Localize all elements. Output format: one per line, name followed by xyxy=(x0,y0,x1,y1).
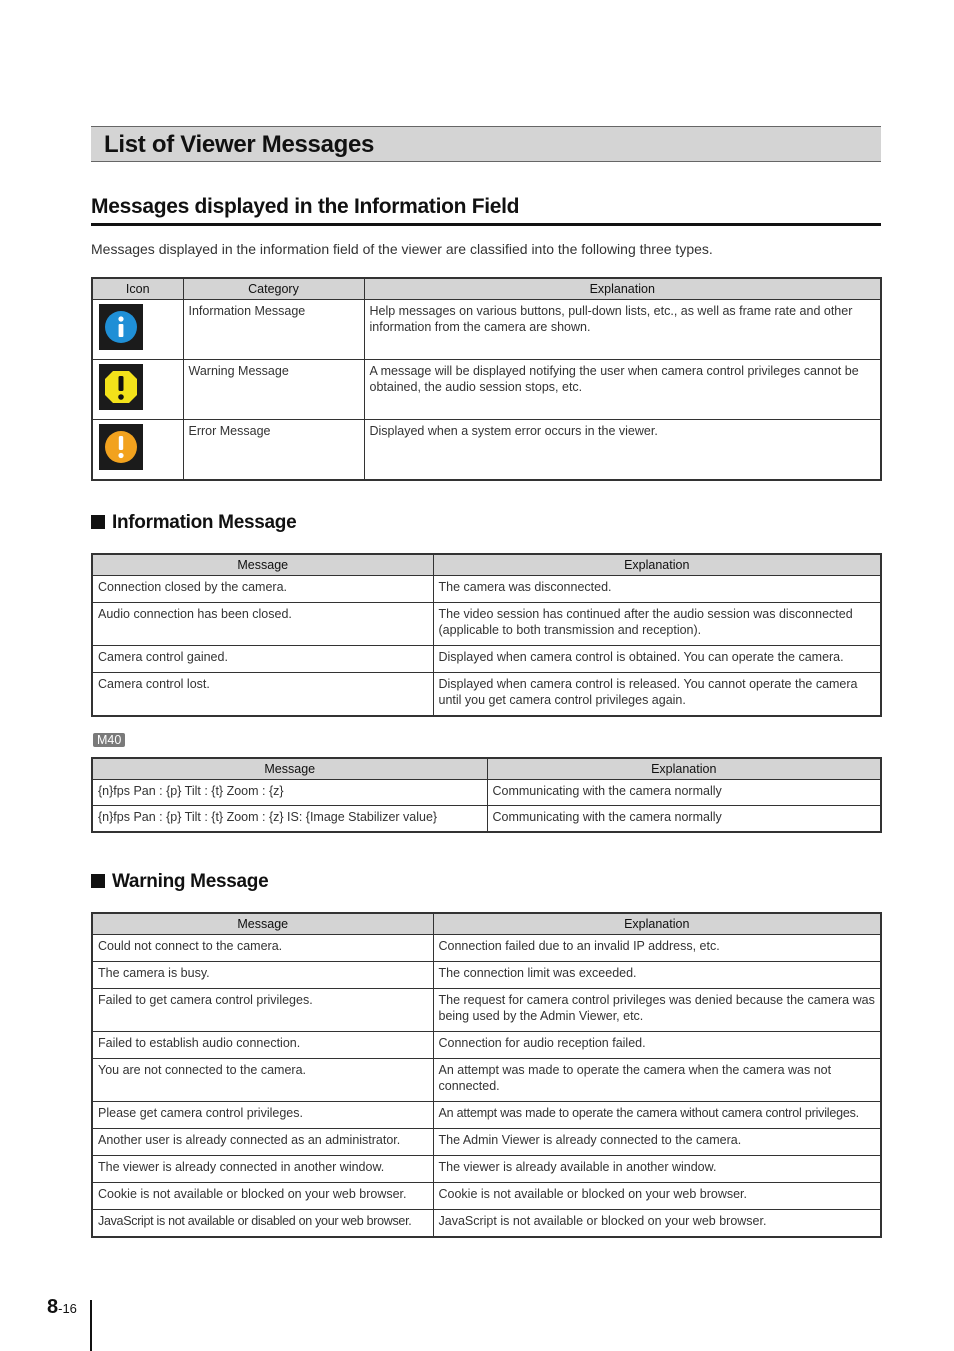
message-cell: JavaScript is not available or disabled on your web browser. xyxy=(92,1210,433,1237)
explanation-cell: The camera was disconnected. xyxy=(433,576,881,603)
table-row xyxy=(92,1210,881,1237)
square-bullet-icon xyxy=(91,515,105,529)
column-header: Explanation xyxy=(487,758,881,780)
icon-cell xyxy=(92,360,183,420)
table-row xyxy=(92,360,881,420)
warning-message-table xyxy=(91,912,882,1238)
category-cell: Warning Message xyxy=(183,360,364,420)
section-title: Messages displayed in the Information Field xyxy=(91,195,520,218)
column-header: Message xyxy=(92,758,487,780)
table-row xyxy=(92,673,881,716)
message-cell: Failed to establish audio connection. xyxy=(92,1032,433,1059)
message-cell: Cookie is not available or blocked on your web browser. xyxy=(92,1183,433,1210)
m40-message-table xyxy=(91,757,882,833)
table-row xyxy=(92,603,881,646)
explanation-cell: A message will be displayed notifying the user when camera control privileges cannot be obtained, the audio session stops, etc. xyxy=(364,360,881,420)
message-cell: {n}fps Pan : {p} Tilt : {t} Zoom : {z} IS: {Image Stabilizer value} xyxy=(92,806,487,832)
message-cell: Another user is already connected as an administrator. xyxy=(92,1129,433,1156)
message-cell: Could not connect to the camera. xyxy=(92,935,433,962)
table-row xyxy=(92,780,881,806)
message-cell: Camera control lost. xyxy=(92,673,433,716)
explanation-cell: Displayed when camera control is released. You cannot operate the camera until you get camera control privileges again. xyxy=(433,673,881,716)
message-cell: Camera control gained. xyxy=(92,646,433,673)
table-row xyxy=(92,1059,881,1102)
table-row xyxy=(92,576,881,603)
section-heading xyxy=(91,195,881,226)
message-cell: Please get camera control privileges. xyxy=(92,1102,433,1129)
table-row xyxy=(92,420,881,480)
icon-cell xyxy=(92,420,183,480)
explanation-cell: Cookie is not available or blocked on your web browser. xyxy=(433,1183,881,1210)
table-row xyxy=(92,300,881,360)
explanation-cell: Connection for audio reception failed. xyxy=(433,1032,881,1059)
info-icon xyxy=(99,304,143,350)
intro-text: Messages displayed in the information field of the viewer are classified into the following three types. xyxy=(91,241,713,257)
table-row xyxy=(92,1102,881,1129)
column-header: Explanation xyxy=(364,278,881,300)
column-header: Message xyxy=(92,913,433,935)
table-row xyxy=(92,806,881,832)
explanation-cell: An attempt was made to operate the camera when the camera was not connected. xyxy=(433,1059,881,1102)
column-header: Category xyxy=(183,278,364,300)
explanation-cell: Displayed when camera control is obtained. You can operate the camera. xyxy=(433,646,881,673)
message-types-table xyxy=(91,277,882,481)
explanation-cell: Displayed when a system error occurs in the viewer. xyxy=(364,420,881,480)
explanation-cell: The Admin Viewer is already connected to the camera. xyxy=(433,1129,881,1156)
message-cell: Connection closed by the camera. xyxy=(92,576,433,603)
table-row xyxy=(92,646,881,673)
explanation-cell: JavaScript is not available or blocked on your web browser. xyxy=(433,1210,881,1237)
explanation-cell: Connection failed due to an invalid IP address, etc. xyxy=(433,935,881,962)
error-icon xyxy=(99,424,143,470)
message-cell: Audio connection has been closed. xyxy=(92,603,433,646)
information-message-heading xyxy=(91,512,296,534)
table-row xyxy=(92,989,881,1032)
explanation-cell: Help messages on various buttons, pull-down lists, etc., as well as frame rate and other information from the camera are shown. xyxy=(364,300,881,360)
explanation-cell: Communicating with the camera normally xyxy=(487,806,881,832)
explanation-cell: An attempt was made to operate the camera without camera control privileges. xyxy=(433,1102,881,1129)
table-header-row xyxy=(92,913,881,935)
chapter-number: 8 xyxy=(47,1296,59,1318)
explanation-cell: The viewer is already available in another window. xyxy=(433,1156,881,1183)
page-suffix: -16 xyxy=(58,1301,77,1316)
table-row xyxy=(92,1032,881,1059)
column-header: Explanation xyxy=(433,913,881,935)
icon-cell xyxy=(92,300,183,360)
table-row xyxy=(92,1156,881,1183)
footer-divider xyxy=(90,1300,92,1351)
category-cell: Information Message xyxy=(183,300,364,360)
column-header: Icon xyxy=(92,278,183,300)
explanation-cell: Communicating with the camera normally xyxy=(487,780,881,806)
page-title-bar xyxy=(91,126,881,162)
square-bullet-icon xyxy=(91,874,105,888)
message-cell: You are not connected to the camera. xyxy=(92,1059,433,1102)
message-cell: The viewer is already connected in another window. xyxy=(92,1156,433,1183)
explanation-cell: The connection limit was exceeded. xyxy=(433,962,881,989)
table-header-row xyxy=(92,758,881,780)
warning-message-heading xyxy=(91,871,268,893)
table-row xyxy=(92,935,881,962)
message-cell: The camera is busy. xyxy=(92,962,433,989)
column-header: Explanation xyxy=(433,554,881,576)
explanation-cell: The request for camera control privileges was denied because the camera was being used by the Admin Viewer, etc. xyxy=(433,989,881,1032)
heading-text: Warning Message xyxy=(112,871,269,892)
message-cell: Failed to get camera control privileges. xyxy=(92,989,433,1032)
page-number xyxy=(47,1296,77,1319)
message-cell: {n}fps Pan : {p} Tilt : {t} Zoom : {z} xyxy=(92,780,487,806)
page-title: List of Viewer Messages xyxy=(104,131,375,158)
table-header-row xyxy=(92,278,881,300)
table-row xyxy=(92,1129,881,1156)
model-badge: M40 xyxy=(93,733,125,747)
category-cell: Error Message xyxy=(183,420,364,480)
warning-icon xyxy=(99,364,143,410)
explanation-cell: The video session has continued after the audio session was disconnected (applicable to both transmission and reception). xyxy=(433,603,881,646)
table-row xyxy=(92,1183,881,1210)
heading-text: Information Message xyxy=(112,512,297,533)
column-header: Message xyxy=(92,554,433,576)
information-message-table xyxy=(91,553,882,717)
table-header-row xyxy=(92,554,881,576)
table-row xyxy=(92,962,881,989)
